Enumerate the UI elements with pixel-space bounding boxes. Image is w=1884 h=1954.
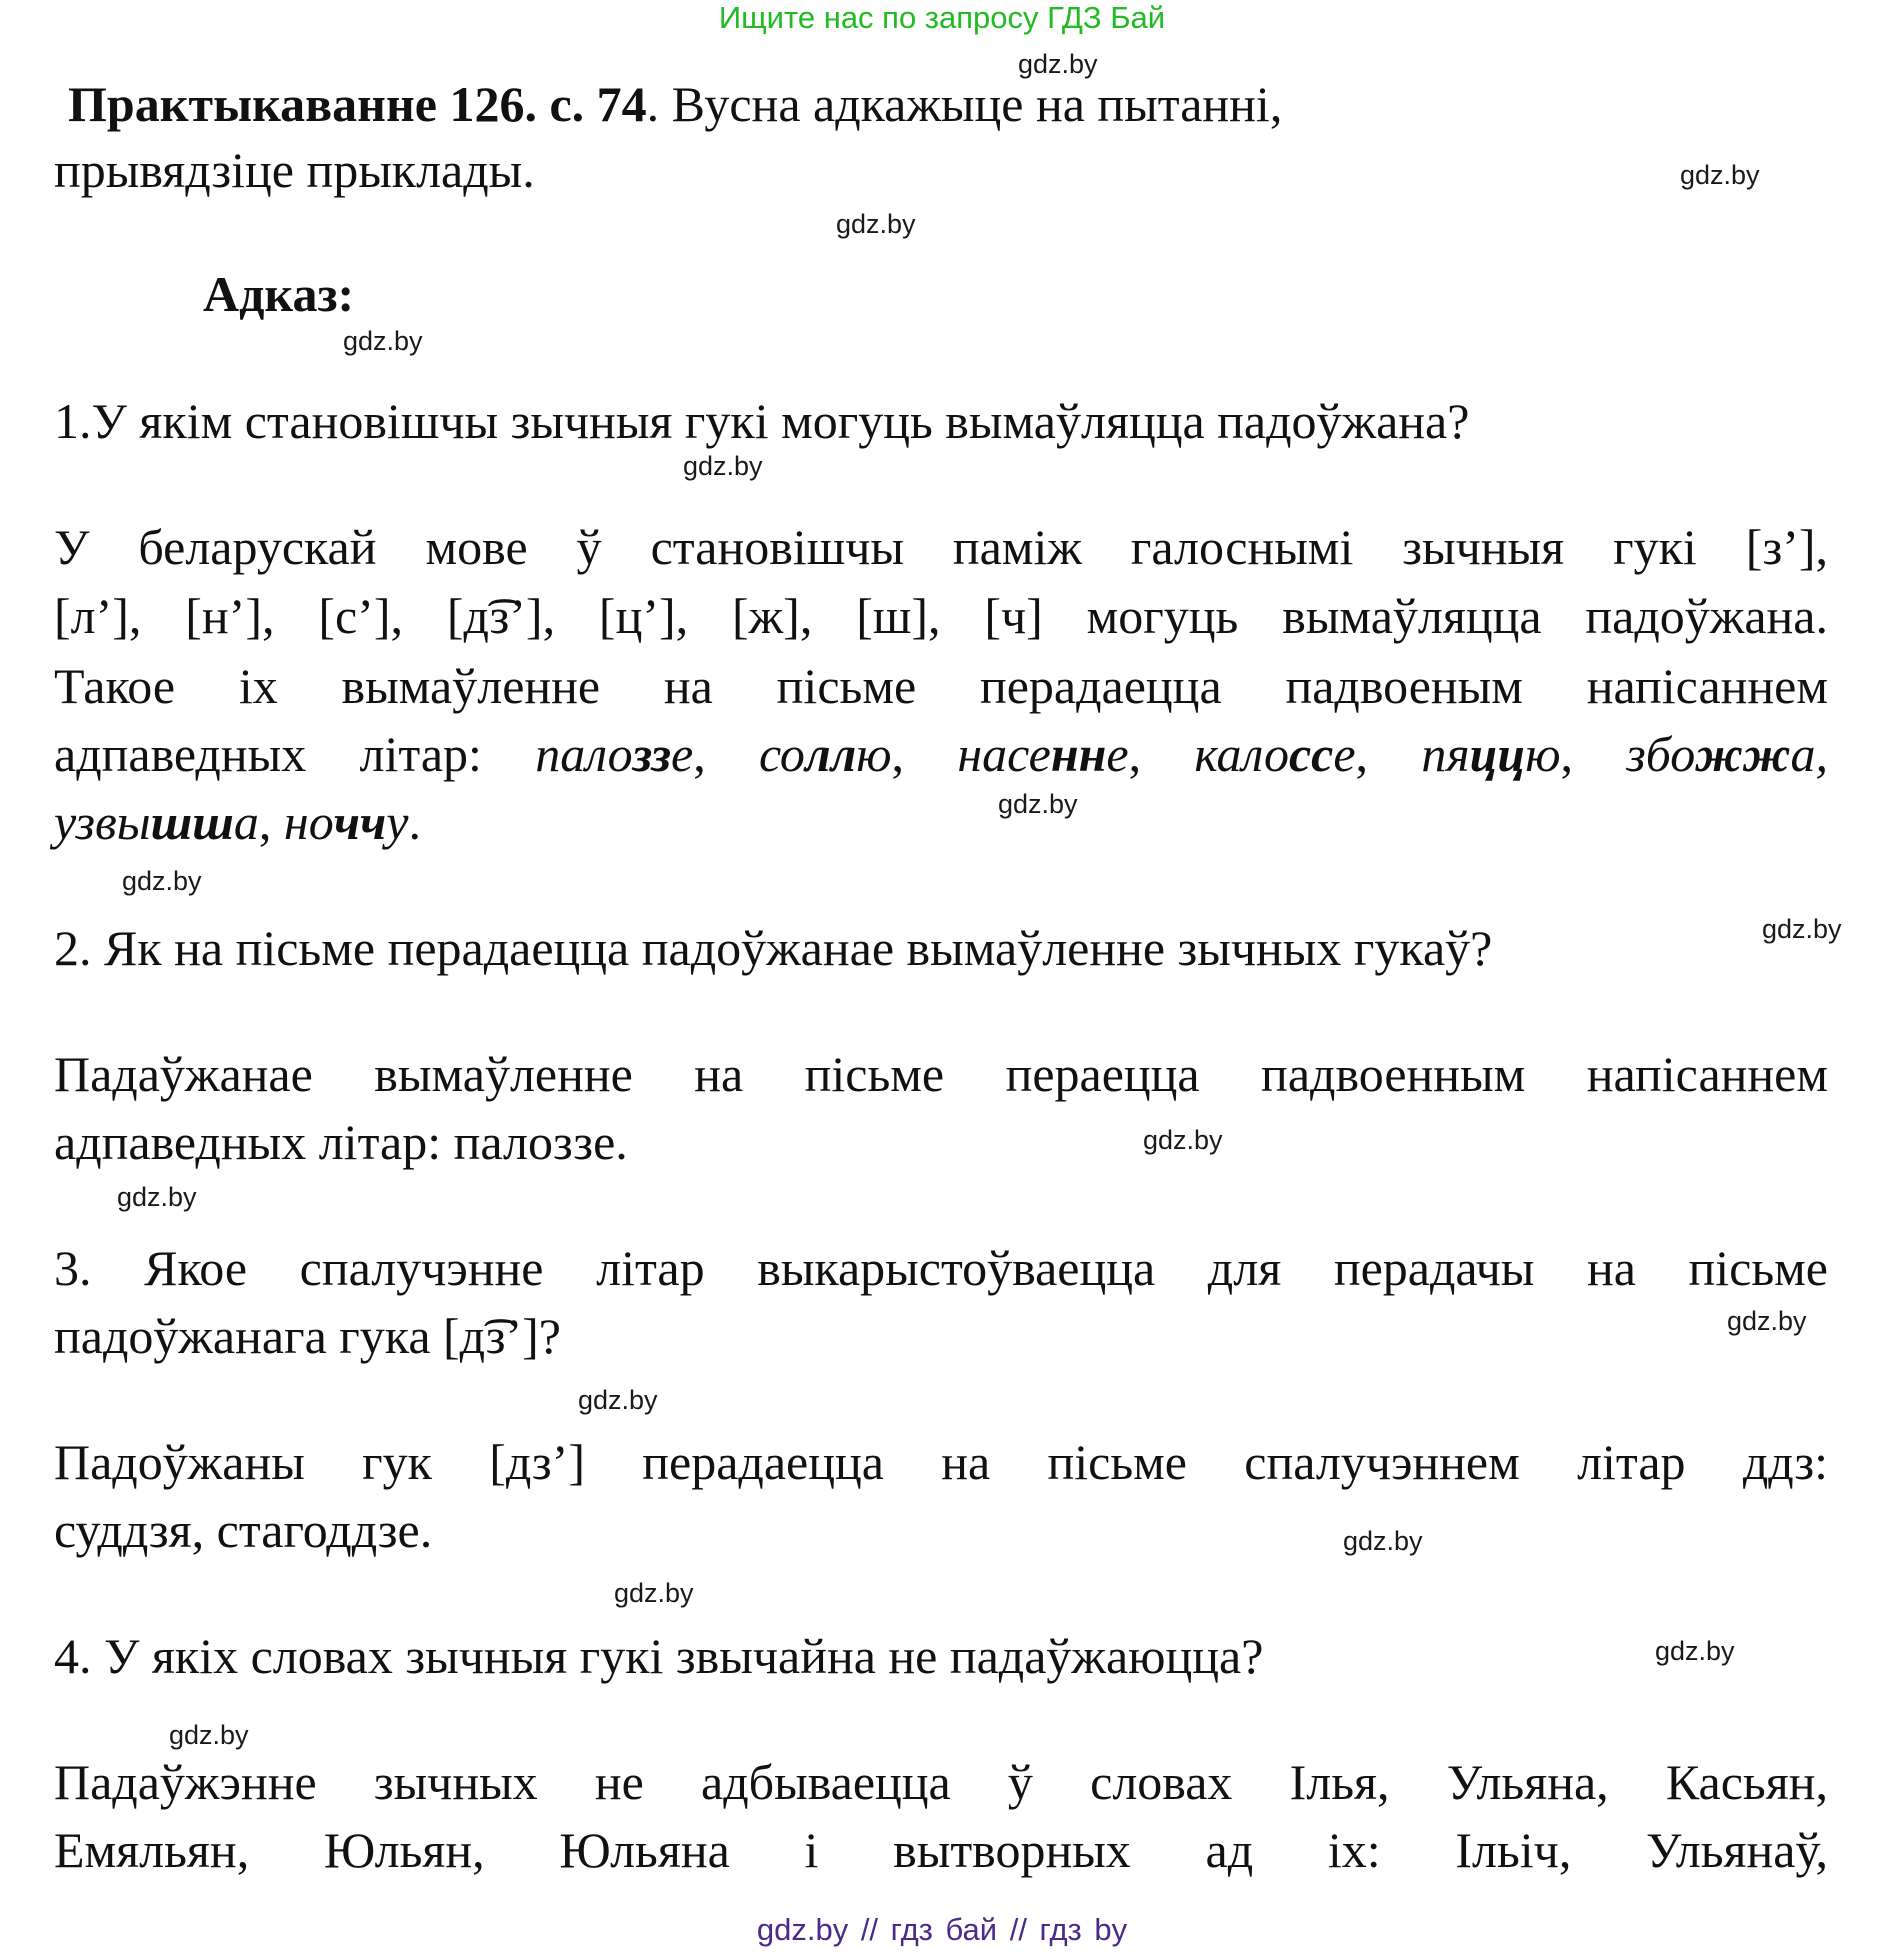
watermark: gdz.by [614, 1578, 694, 1608]
example-word: насенне [957, 726, 1129, 782]
question-1: 1.У якім становішчы зычныя гукі могуць вымаўляцца падоўжана? [54, 393, 1470, 449]
answer-1-line: У беларускай мове ў становішчы паміж галоснымі зычныя гукі [з’], [54, 519, 1828, 575]
answer-4-line: Емяльян, Юльян, Юльяна і вытворных ад іх: Ільіч, Ульянаў, [54, 1822, 1828, 1878]
watermark: gdz.by [1762, 914, 1842, 944]
example-word: узвышша [54, 794, 259, 850]
example-word: ноччу [283, 794, 409, 850]
watermark: gdz.by [169, 1720, 249, 1750]
exercise-instruction-cont: прывядзіце прыклады. [54, 142, 535, 198]
question-2: 2. Як на пісьме перадаецца падоўжанае вымаўленне зычных гукаў? [54, 920, 1493, 976]
question-4: 4. У якіх словах зычныя гукі звычайна не падаўжаюцца? [54, 1628, 1264, 1684]
exercise-heading [68, 74, 1768, 134]
example-word: соллю [758, 726, 892, 782]
answer-1-examples-cont: узвышша, ноччу. [54, 794, 421, 850]
example-word: збожжа, [1626, 726, 1828, 782]
watermark: gdz.by [683, 451, 763, 481]
watermark: gdz.by [1018, 49, 1098, 79]
answer-2-line: адпаведных літар: палоззе. [54, 1114, 628, 1170]
watermark: gdz.by [836, 209, 916, 239]
example-word: пяццю [1421, 726, 1561, 782]
watermark: gdz.by [1680, 160, 1760, 190]
watermark: gdz.by [1655, 1636, 1735, 1666]
answer-3-line: Падоўжаны гук [дз’] перадаецца на пісьме спалучэннем літар ддз: [54, 1434, 1828, 1490]
watermark: gdz.by [122, 866, 202, 896]
top-banner: Ищите нас по запросу ГДЗ Бай [718, 0, 1166, 35]
watermark: gdz.by [998, 789, 1078, 819]
answer-2-line: Падаўжанае вымаўленне на пісьме пераецца падвоенным напісаннем [54, 1046, 1828, 1102]
example-word: калоссе [1194, 726, 1356, 782]
answer-1-line: Такое іх вымаўленне на пісьме перадаецца падвоеным напісаннем [54, 658, 1828, 714]
exercise-instruction: . Вусна адкажыце на пытанні, [646, 76, 1283, 132]
answer-label: Адказ: [203, 266, 355, 322]
exercise-title: Практыкаванне 126. с. 74 [68, 76, 647, 132]
answer-1-examples: адпаведных літар: палоззе, соллю, насенне, калоссе, пяццю, збожжа, [54, 726, 1828, 782]
watermark: gdz.by [343, 326, 423, 356]
watermark: gdz.by [1343, 1526, 1423, 1556]
answer-3-line: суддзя, стагоддзе. [54, 1502, 433, 1558]
answer-4-line: Падаўжэнне зычных не адбываецца ў словах Ілья, Ульяна, Касьян, [54, 1754, 1828, 1810]
question-3-cont: падоўжанага гука [д͡з’]? [54, 1308, 561, 1364]
question-3: 3. Якое спалучэнне літар выкарыстоўваецца для перадачы на пісьме [54, 1240, 1828, 1296]
watermark: gdz.by [1143, 1125, 1223, 1155]
examples-lead: адпаведных літар: [54, 726, 536, 782]
answer-1-line: [л’], [н’], [с’], [д͡з’], [ц’], [ж], [ш], [ч] могуць вымаўляцца падоўжана. [54, 588, 1828, 644]
footer-links: gdz.by // гдз бай // гдз by [756, 1912, 1128, 1947]
watermark: gdz.by [578, 1385, 658, 1415]
watermark: gdz.by [1727, 1306, 1807, 1336]
example-word: палоззе [535, 726, 694, 782]
watermark: gdz.by [117, 1182, 197, 1212]
